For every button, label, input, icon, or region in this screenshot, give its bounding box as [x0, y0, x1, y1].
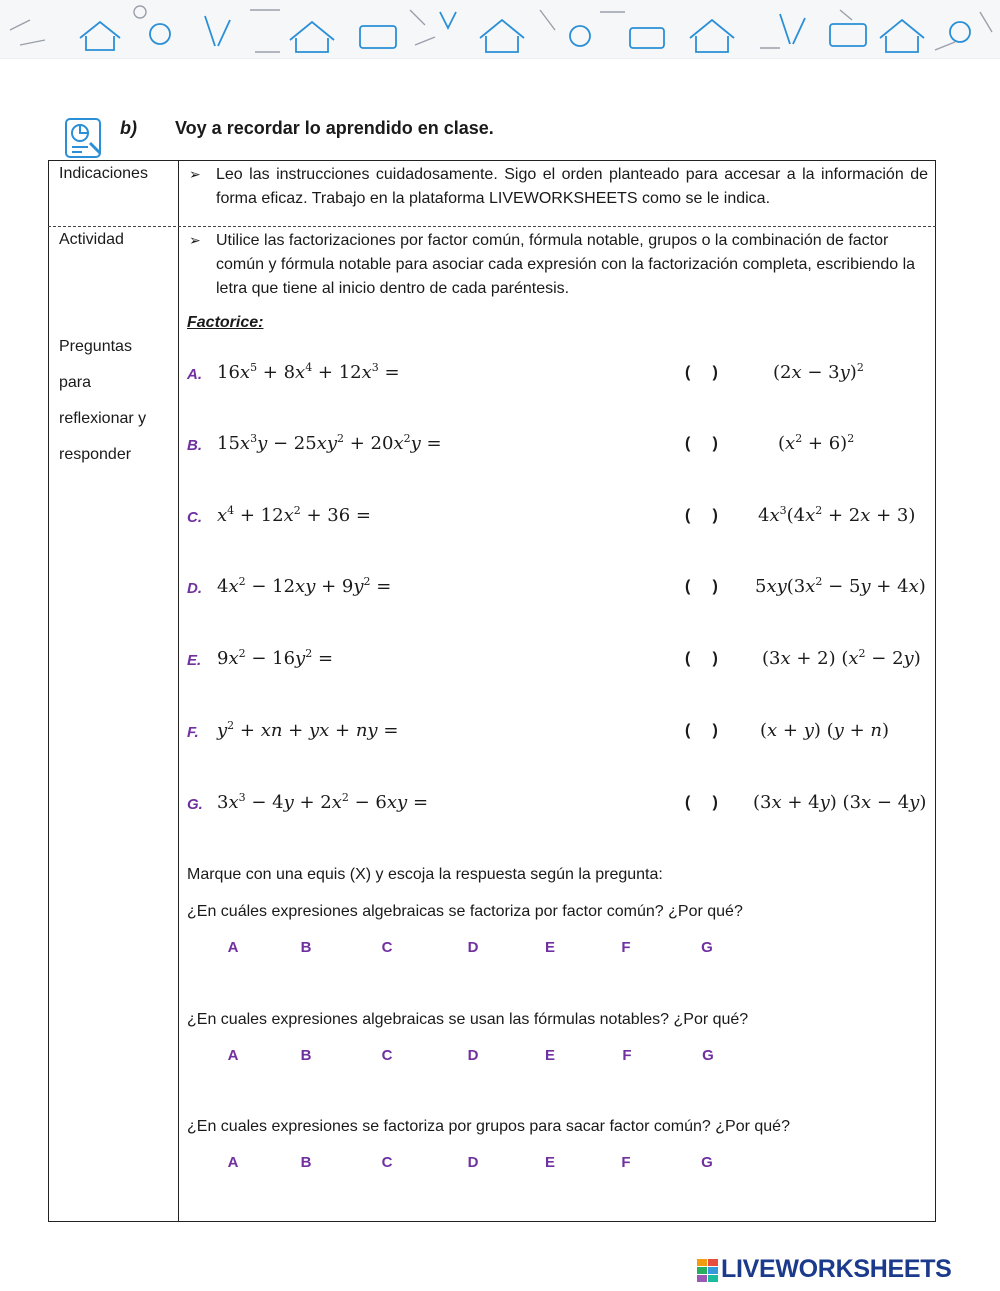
answer-parentheses[interactable]: ( ): [685, 507, 718, 524]
exercise-row: [0, 720, 1000, 750]
preguntas-label-line: responder: [59, 446, 132, 463]
answer-parentheses[interactable]: ( ): [685, 364, 718, 381]
choice-d[interactable]: D: [467, 939, 479, 956]
decorative-banner: [0, 0, 1000, 59]
question-text: ¿En cuales expresiones se factoriza por grupos para sacar factor común? ¿Por qué?: [187, 1118, 790, 1135]
expression: $16x^5 + 8x^4 + 12x^3$ =: [217, 361, 400, 383]
question-text: ¿En cuales expresiones algebraicas se usan las fórmulas notables? ¿Por qué?: [187, 1011, 749, 1028]
factorization-option: $4x^3(4x^2 + 2x + 3)$: [758, 504, 916, 526]
factorization-option: $(2x - 3y)^2$: [773, 361, 864, 383]
choice-f[interactable]: F: [621, 1154, 631, 1171]
liveworksheets-blocks-icon: [697, 1259, 719, 1283]
exercise-letter: A.: [187, 366, 202, 383]
choice-c[interactable]: C: [381, 1047, 393, 1064]
answer-parentheses[interactable]: ( ): [685, 650, 718, 667]
exercise-letter: E.: [187, 652, 202, 669]
answer-parentheses[interactable]: ( ): [685, 435, 718, 452]
activity-table: [48, 160, 936, 1222]
exercise-row: [0, 362, 1000, 392]
bullet-arrow-icon: ➢: [189, 166, 201, 182]
exercise-letter: C.: [187, 509, 202, 526]
factorization-option: (3x + 2) $(x^2 - 2y)$: [762, 647, 921, 669]
preguntas-label-line: para: [59, 374, 92, 391]
expression: $x^4 + 12x^2 + 36$ =: [217, 504, 371, 526]
factorization-option: (x + y) (y + n): [760, 720, 889, 741]
actividad-text: Utilice las factorizaciones por factor común, fórmula notable, grupos o la combinación de factor común y fórmula notable para asociar cada expresión con la factorización completa, escribiendo la letra que tiene al inicio dentro de cada paréntesis.: [216, 232, 916, 297]
table-column-divider: [178, 160, 179, 1222]
exercise-row: [0, 505, 1000, 535]
choice-f[interactable]: F: [622, 1047, 632, 1064]
choice-c[interactable]: C: [381, 939, 393, 956]
actividad-label: Actividad: [59, 231, 124, 248]
choice-a[interactable]: A: [227, 939, 239, 956]
indicaciones-label: Indicaciones: [59, 165, 148, 182]
section-title: Voy a recordar lo aprendido en clase.: [175, 118, 494, 138]
expression: $9x^2 - 16y^2$ =: [217, 647, 334, 669]
answer-parentheses[interactable]: ( ): [685, 794, 718, 811]
reflection-instruction: Marque con una equis (X) y escoja la respuesta según la pregunta:: [187, 866, 663, 883]
liveworksheets-wordmark: LIVEWORKSHEETS: [721, 1255, 952, 1283]
exercise-letter: F.: [187, 724, 199, 741]
expression: $15x^3y - 25xy^2 + 20x^2y$ =: [217, 432, 442, 454]
choice-b[interactable]: B: [300, 939, 312, 956]
choice-d[interactable]: D: [467, 1154, 479, 1171]
section-letter: b): [120, 118, 137, 138]
expression: $4x^2 - 12xy + 9y^2$ =: [217, 575, 392, 597]
liveworksheets-logo: [697, 1255, 997, 1287]
indicaciones-text: Leo las instrucciones cuidadosamente. Sigo el orden planteado para accesar a la información de forma eficaz. Trabajo en la plataforma LIVEWORKSHEETS como se le indica.: [216, 166, 928, 207]
choice-e[interactable]: E: [544, 1154, 555, 1171]
choice-b[interactable]: B: [300, 1154, 312, 1171]
exercise-letter: B.: [187, 437, 202, 454]
answer-parentheses[interactable]: ( ): [685, 578, 718, 595]
factorization-option: $(x^2 + 6)^2$: [778, 432, 855, 454]
choice-f[interactable]: F: [621, 939, 631, 956]
exercise-letter: D.: [187, 580, 202, 597]
exercise-letter: G.: [187, 796, 203, 813]
choice-a[interactable]: A: [227, 1047, 239, 1064]
choice-a[interactable]: A: [227, 1154, 239, 1171]
school-doodles-pattern: [0, 0, 1000, 58]
expression: $y^2$ + xn + yx + ny =: [217, 719, 399, 741]
choice-g[interactable]: G: [702, 1047, 714, 1064]
clipboard-idea-icon: [60, 113, 108, 161]
factorization-option: (3x + 4y) (3x − 4y): [753, 792, 927, 813]
choice-e[interactable]: E: [544, 939, 555, 956]
exercise-row: [0, 792, 1000, 822]
exercise-row: [0, 433, 1000, 463]
expression: $3x^3 - 4y + 2x^2 - 6xy$ =: [217, 791, 429, 813]
choice-g[interactable]: G: [701, 939, 713, 956]
factorice-heading: Factorice:: [187, 314, 264, 331]
choice-c[interactable]: C: [381, 1154, 393, 1171]
exercise-row: [0, 576, 1000, 606]
bullet-arrow-icon: ➢: [189, 232, 201, 248]
factorization-option: $5xy(3x^2 - 5y + 4x)$: [755, 575, 926, 597]
choice-e[interactable]: E: [544, 1047, 555, 1064]
answer-parentheses[interactable]: ( ): [685, 722, 718, 739]
question-text: ¿En cuáles expresiones algebraicas se factoriza por factor común? ¿Por qué?: [187, 903, 743, 920]
preguntas-label-line: Preguntas: [59, 338, 132, 355]
choice-g[interactable]: G: [701, 1154, 713, 1171]
exercise-row: [0, 648, 1000, 678]
table-row-divider: [48, 226, 936, 227]
choice-b[interactable]: B: [300, 1047, 312, 1064]
preguntas-label-line: reflexionar y: [59, 410, 147, 427]
choice-d[interactable]: D: [467, 1047, 479, 1064]
